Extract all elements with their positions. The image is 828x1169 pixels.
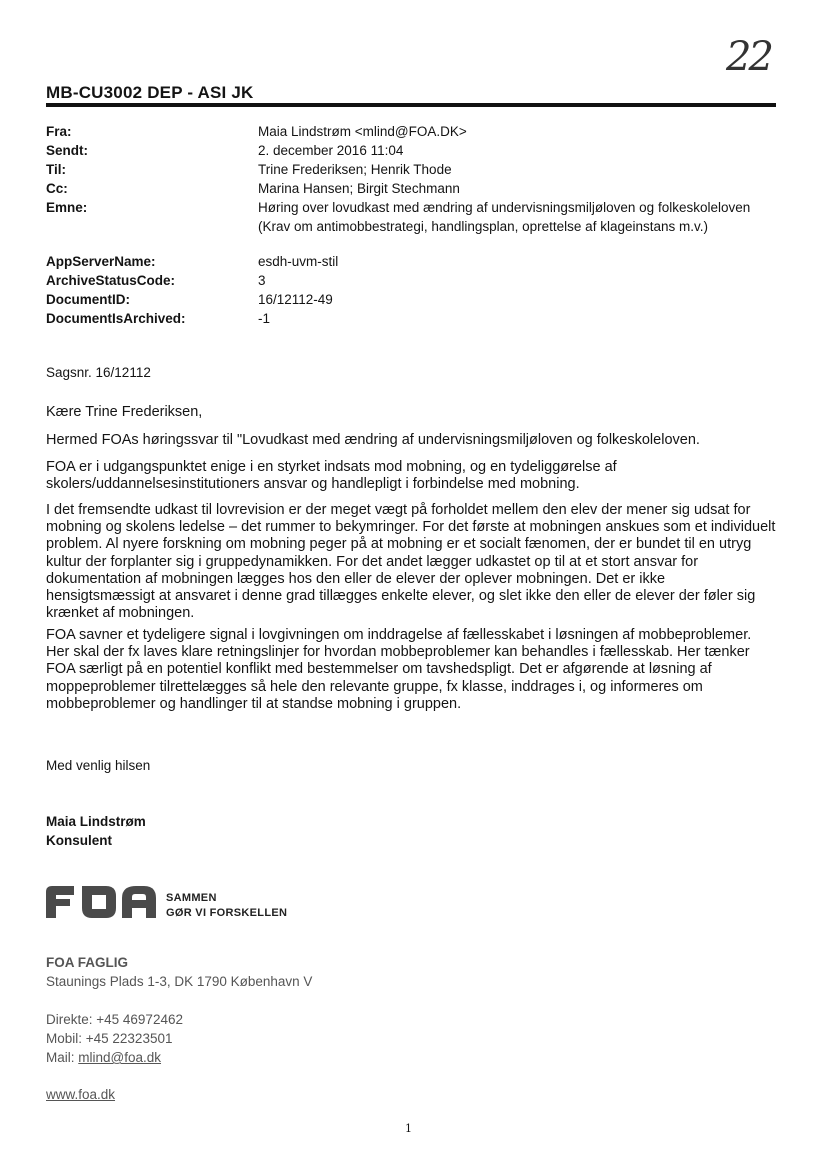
signature-role: Konsulent (46, 833, 112, 848)
document-id-label: DocumentID: (46, 292, 130, 307)
subject-line-2: (Krav om antimobbestrategi, handlingsplan, oprettelse af klageinstans m.v.) (258, 219, 708, 234)
to-value: Trine Frederiksen; Henrik Thode (258, 162, 452, 177)
website-link[interactable]: www.foa.dk (46, 1087, 116, 1102)
document-id-value: 16/12112-49 (258, 292, 333, 307)
document-archived-label: DocumentIsArchived: (46, 311, 186, 326)
document-header: MB-CU3002 DEP - ASI JK (46, 83, 254, 102)
case-number: Sagsnr. 16/12112 (46, 365, 151, 380)
to-label: Til: (46, 162, 66, 177)
document-archived-value: -1 (258, 311, 271, 326)
paragraph-3: I det fremsendte udkast til lovrevision er der meget vægt på forholdet mellem den elev der mener sig udsat for mobning og skolens ledelse – det rummer to bekymringer. For det første at mobningen anskues som et individuelt problem. Al nyere forskning om mobning peger på at mobning er et socialt fænomen, der er bundet til en utryg kultur der forplanter sig i gruppedynamikken. For det andet lægger udkastet op til at et stort ansvar for dokumentation af mobningen lægges hos den eller de elever der oplever mobningen. Det er ikke hensigtsmæssigt at ansvaret i denne grad tillægges enkelte elever, og slet ikke den eller de elever der føler sig krænket af mobningen. (46, 502, 776, 622)
sent-label: Sendt: (46, 143, 88, 158)
appserver-label: AppServerName: (46, 254, 156, 269)
from-label: Fra: (46, 124, 72, 139)
paragraph-4: FOA savner et tydeligere signal i lovgivningen om inddragelse af fællesskabet i løsningen af mobbeproblemer. Her skal der fx laves klare retningslinjer for hvordan mobbeproblemer kan behandles i fællesskab. Her tænker FOA særligt på en potentiel konflikt med bestemmelser om tavshedspligt. Det er afgørende at løsning af moppeproblemer tilrettelægges så hele den relevante gruppe, fx klasse, inddrages i, og informeres om mobbeproblemer og handlinger til at standse mobning i gruppen. (46, 627, 752, 712)
mail-label: Mail: (46, 1050, 79, 1065)
cc-label: Cc: (46, 181, 68, 196)
sent-value: 2. december 2016 11:04 (258, 143, 404, 158)
org-address: Staunings Plads 1-3, DK 1790 København V (46, 974, 313, 989)
subject-line-1: Høring over lovudkast med ændring af undervisningsmiljøloven og folkeskoleloven (258, 200, 751, 215)
mail-link[interactable]: mlind@foa.dk (78, 1050, 162, 1065)
archive-status-label: ArchiveStatusCode: (46, 273, 176, 288)
page-number: 1 (405, 1122, 412, 1135)
from-value: Maia Lindstrøm <mlind@FOA.DK> (258, 124, 467, 139)
mobile-phone: Mobil: +45 22323501 (46, 1031, 173, 1046)
cc-value: Marina Hansen; Birgit Stechmann (258, 181, 460, 196)
foa-logo (44, 884, 158, 920)
mail-line (46, 1050, 161, 1065)
subject-label: Emne: (46, 200, 88, 215)
closing: Med venlig hilsen (46, 758, 151, 773)
paragraph-2: FOA er i udgangspunktet enige i en styrket indsats mod mobning, og en tydeliggørelse af skolers/uddannelsesinstitutioners ansvar og handlepligt i forbindelse med mobning. (46, 459, 617, 493)
appserver-value: esdh-uvm-stil (258, 254, 339, 269)
archive-status-value: 3 (258, 273, 266, 288)
handwritten-page-number: 22 (726, 34, 771, 80)
paragraph-1: Hermed FOAs høringssvar til "Lovudkast med ændring af undervisningsmiljøloven og folkeskoleloven. (46, 432, 700, 448)
direct-phone: Direkte: +45 46972462 (46, 1012, 183, 1027)
foa-tagline (166, 891, 287, 921)
tagline-line-1: SAMMEN (166, 892, 217, 904)
signature-name: Maia Lindstrøm (46, 814, 146, 829)
tagline-line-2: GØR VI FORSKELLEN (166, 907, 288, 919)
greeting: Kære Trine Frederiksen, (46, 404, 203, 420)
org-name: FOA FAGLIG (46, 955, 128, 970)
header-rule (46, 103, 776, 107)
